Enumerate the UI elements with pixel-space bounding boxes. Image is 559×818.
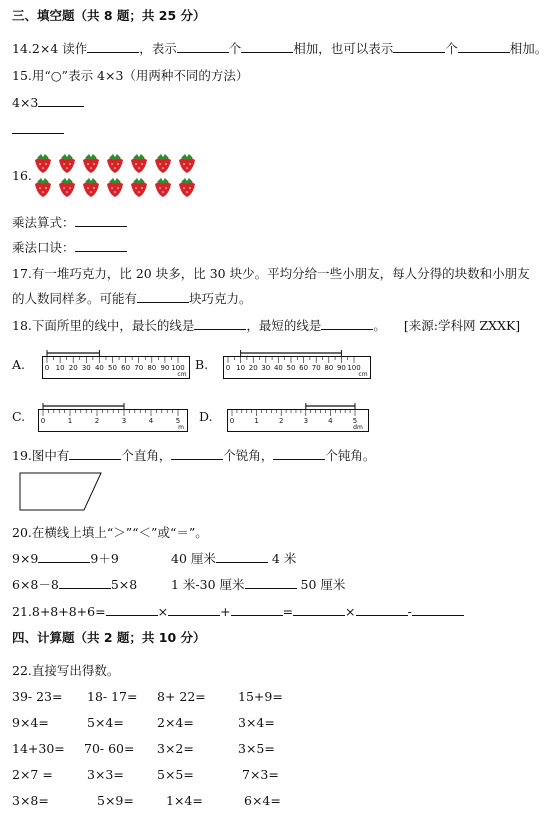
ruler-tick-label: 0 [40, 417, 46, 425]
ruler-tick-label: 40 [94, 364, 104, 372]
q20-blank-4[interactable] [245, 577, 297, 589]
q18-blank-2[interactable] [321, 318, 373, 330]
strawberry-icon [35, 154, 51, 173]
ruler-tick-label: 20 [248, 364, 258, 372]
q14-blank-3[interactable] [241, 41, 293, 53]
q20-blank-3[interactable] [59, 577, 111, 589]
calc-item: 9×4= [12, 715, 49, 730]
section4-title: 四、计算题（共 2 题；共 10 分） [12, 630, 206, 645]
q17-line1: 17.有一堆巧克力，比 20 块多，比 30 块少。平均分给一些小朋友，每人分得的块数和小朋友 [12, 266, 530, 281]
q14-blank-1[interactable] [87, 41, 139, 53]
calc-item: 5×9= [97, 793, 134, 808]
q21-blank-6[interactable] [412, 604, 464, 616]
ruler-tick-label: 0 [229, 417, 235, 425]
q16-blank-1[interactable] [75, 215, 127, 227]
q14-blank-5[interactable] [458, 41, 510, 53]
ruler-tick-label: 100 [347, 364, 361, 372]
strawberry-icon [179, 178, 195, 197]
ruler-tick-label: 20 [68, 364, 78, 372]
ruler-tick-label: 3 [303, 417, 309, 425]
ruler-tick-label: 80 [147, 364, 157, 372]
q18-text: 18.下面所里的线中，最长的线是 ，最短的线是 。 [来源:学科网 ZXXK] [12, 318, 521, 333]
strawberry-icon [131, 154, 147, 173]
option-b-label: B. [195, 357, 209, 372]
q17-line2: 的人数同样多。可能有 块巧克力。 [12, 291, 252, 306]
ruler-tick-label: 0 [44, 364, 50, 372]
ruler-tick-label: 70 [311, 364, 321, 372]
ruler-unit: cm [358, 371, 368, 378]
q16-num: 16. [12, 168, 32, 183]
q20-blank-1[interactable] [38, 551, 90, 563]
calc-item: 15+9= [238, 689, 283, 704]
q16-blank-2[interactable] [75, 240, 127, 252]
q19-blank-2[interactable] [171, 448, 223, 460]
q20-r1-right: 40 厘米 4 米 [171, 551, 297, 566]
option-c-label: C. [12, 409, 26, 424]
strawberry-icon [83, 154, 99, 173]
strawberry-group [34, 151, 204, 199]
q15-text: 15.用“○”表示 4×3（用两种不同的方法） [12, 68, 249, 83]
ruler-tick-label: 100 [171, 364, 185, 372]
ruler-tick-label: 10 [55, 364, 65, 372]
q22-title: 22.直接写出得数。 [12, 663, 120, 678]
strawberry-icon [131, 178, 147, 197]
q14: 14.2×4 读作 ，表示 个 相加，也可以表示 个 相加。 [12, 41, 548, 56]
calc-item: 70- 60= [84, 741, 135, 756]
ruler-tick-label: 30 [81, 364, 91, 372]
ruler-tick-label: 80 [324, 364, 334, 372]
q21-blank-2[interactable] [168, 604, 220, 616]
calc-item: 3×2= [157, 741, 194, 756]
calc-item: 3×4= [238, 715, 275, 730]
q20-r2-left: 6×8－8 5×8 [12, 577, 138, 592]
ruler-tick-label: 2 [278, 417, 284, 425]
ruler-tick-label: 90 [160, 364, 170, 372]
section3-title: 三、填空题（共 8 题；共 25 分） [12, 8, 206, 23]
q20-blank-2[interactable] [216, 551, 268, 563]
ruler-tick-label: 4 [148, 417, 154, 425]
q18-blank-1[interactable] [194, 318, 246, 330]
q14-blank-2[interactable] [177, 41, 229, 53]
calc-item: 1×4= [166, 793, 203, 808]
calc-item: 5×5= [157, 767, 194, 782]
ruler-tick-label: 60 [121, 364, 131, 372]
q21-blank-4[interactable] [293, 604, 345, 616]
ruler-tick-label: 1 [254, 417, 259, 425]
ruler-tick-label: 5 [352, 417, 358, 425]
strawberry-icon [59, 154, 75, 173]
q21-blank-5[interactable] [356, 604, 408, 616]
ruler-d [227, 403, 369, 433]
q19-text: 19.图中有 个直角， 个锐角， 个钝角。 [12, 448, 376, 463]
q16-rhyme: 乘法口诀： [12, 240, 127, 256]
q21-blank-1[interactable] [106, 604, 158, 616]
calc-item: 18- 17= [87, 689, 138, 704]
calc-item: 2×4= [157, 715, 194, 730]
q20-r1-left: 9×9 9＋9 [12, 551, 119, 566]
strawberry-icon [35, 178, 51, 197]
ruler-c [38, 403, 188, 433]
option-d-label: D. [199, 409, 213, 424]
q20-title: 20.在横线上填上“＞”“＜”或“＝”。 [12, 525, 208, 540]
ruler-tick-label: 50 [108, 364, 117, 372]
ruler-unit: dm [353, 424, 363, 431]
ruler-b [223, 350, 371, 380]
calc-item: 5×4= [87, 715, 124, 730]
q19-blank-3[interactable] [273, 448, 325, 460]
strawberry-icon [107, 178, 123, 197]
ruler-unit: m [178, 424, 184, 431]
ruler-tick-label: 40 [273, 364, 283, 372]
strawberry-icon [83, 178, 99, 197]
q15-line1: 4×3 [12, 95, 84, 111]
strawberry-icon [59, 178, 75, 197]
ruler-tick-label: 0 [225, 364, 231, 372]
calc-item: 39- 23= [12, 689, 63, 704]
quadrilateral-figure [18, 471, 104, 513]
q20-r2-right: 1 米-30 厘米 50 厘米 [171, 577, 346, 592]
ruler-a [42, 350, 190, 380]
q19-blank-1[interactable] [69, 448, 121, 460]
ruler-tick-label: 4 [328, 417, 333, 425]
calc-item: 6×4= [244, 793, 281, 808]
strawberry-icon [155, 178, 171, 197]
ruler-unit: cm [177, 371, 187, 378]
ruler-body [228, 410, 369, 432]
q14-blank-4[interactable] [393, 41, 445, 53]
ruler-tick-label: 60 [299, 364, 309, 372]
q15-blank-1[interactable] [38, 95, 84, 107]
q17-blank[interactable] [137, 291, 189, 303]
ruler-tick-label: 70 [134, 364, 144, 372]
q21-blank-3[interactable] [231, 604, 283, 616]
calc-item: 3×8= [12, 793, 49, 808]
calc-item: 8+ 22= [157, 689, 206, 704]
strawberry-icon [155, 154, 171, 173]
calc-item: 7×3= [242, 767, 279, 782]
calc-item: 3×3= [87, 767, 124, 782]
calc-item: 3×5= [238, 741, 275, 756]
ruler-tick-label: 3 [121, 417, 127, 425]
ruler-tick-label: 50 [286, 364, 296, 372]
strawberry-icon [179, 154, 195, 173]
ruler-tick-label: 30 [261, 364, 271, 372]
option-a-label: A. [12, 357, 26, 372]
ruler-tick-label: 5 [175, 417, 181, 425]
strawberry-icon [107, 154, 123, 173]
q21-text: 21.8+8+8+6= × + = × - [12, 604, 464, 620]
ruler-tick-label: 1 [67, 417, 73, 425]
q15-blank-2[interactable] [12, 122, 64, 138]
q16-mult: 乘法算式： [12, 215, 127, 231]
calc-item: 2×7 = [12, 767, 53, 782]
ruler-tick-label: 2 [94, 417, 100, 425]
ruler-tick-label: 90 [336, 364, 346, 372]
calc-item: 14+30= [12, 741, 65, 756]
ruler-tick-label: 10 [236, 364, 246, 372]
